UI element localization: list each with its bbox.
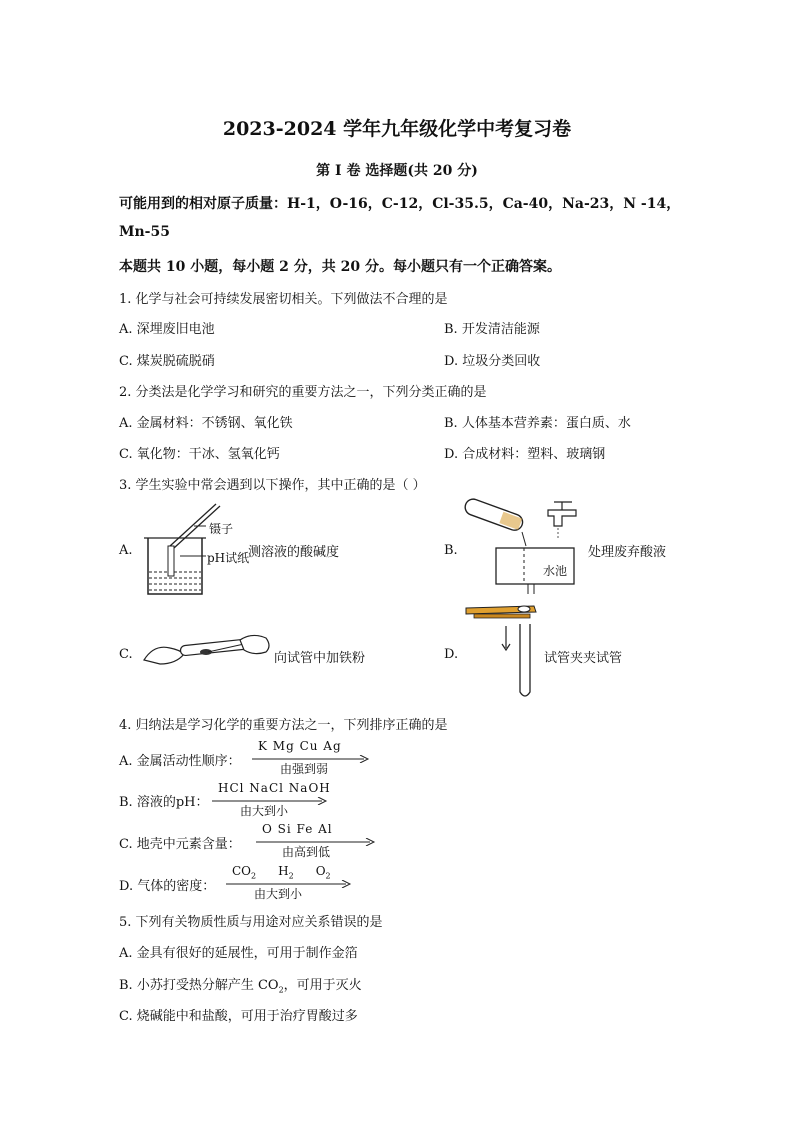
- test-tube-holder-diagram: [464, 602, 544, 702]
- q4-option-a-arrow: [252, 739, 372, 779]
- q4-d-formula-1: CO: [232, 864, 252, 878]
- q4-d-formula-1-sub: 2: [251, 871, 257, 881]
- q4-d-formula-3-sub: 2: [325, 871, 331, 881]
- acid-disposal-diagram: [462, 496, 592, 596]
- q1-option-a: A. 深埋废旧电池: [119, 322, 215, 337]
- tweezers-label: 镊子: [209, 522, 234, 536]
- q3-option-a-text: 测溶液的酸碱度: [248, 545, 340, 560]
- section-heading: 第 I 卷 选择题(共 20 分): [316, 163, 478, 179]
- q3-option-b-letter: B.: [444, 543, 458, 558]
- question-5-stem: 5. 下列有关物质性质与用途对应关系错误的是: [119, 915, 383, 930]
- q3-option-a-letter: A.: [119, 543, 133, 558]
- q5-option-c: C. 烧碱能中和盐酸，可用于治疗胃酸过多: [119, 1009, 358, 1024]
- q2-option-d: D. 合成材料：塑料、玻璃钢: [444, 447, 606, 462]
- atomic-mass-line-1: 可能用到的相对原子质量：H-1，O-16，C-12，Cl-35.5，Ca-40，Na-23，N -14，: [119, 196, 681, 212]
- page-title: 2023-2024 学年九年级化学中考复习卷: [222, 118, 572, 140]
- q5-option-b-post: ，可用于灭火: [283, 978, 362, 993]
- question-2-stem: 2. 分类法是化学学习和研究的重要方法之一，下列分类正确的是: [119, 385, 487, 400]
- q4-b-order: 由大到小: [240, 804, 289, 818]
- q4-d-order: 由大到小: [254, 887, 303, 901]
- q2-option-b: B. 人体基本营养素：蛋白质、水: [444, 416, 631, 431]
- question-3-stem: 3. 学生实验中常会遇到以下操作，其中正确的是（ ）: [119, 478, 426, 493]
- q4-d-formula-3: O: [315, 864, 326, 878]
- q4-c-sequence: O Si Fe Al: [262, 822, 333, 836]
- q4-option-a-label: A. 金属活动性顺序：: [119, 754, 241, 769]
- q3-option-d-letter: D.: [444, 647, 459, 662]
- sink-label: 水池: [543, 564, 568, 578]
- question-1-stem: 1. 化学与社会可持续发展密切相关。下列做法不合理的是: [119, 292, 448, 307]
- q2-option-c: C. 氧化物：干冰、氢氧化钙: [119, 447, 280, 462]
- q4-option-b-label: B. 溶液的pH：: [119, 795, 209, 810]
- instruction-text: 本题共 10 小题，每小题 2 分，共 20 分。每小题只有一个正确答案。: [119, 259, 561, 275]
- q4-option-c-label: C. 地壳中元素含量：: [119, 837, 241, 852]
- q4-option-d-arrow: [226, 864, 356, 904]
- question-4-stem: 4. 归纳法是学习化学的重要方法之一，下列排序正确的是: [119, 718, 448, 733]
- q1-option-c: C. 煤炭脱硫脱硝: [119, 354, 215, 369]
- q4-c-order: 由高到低: [282, 845, 331, 859]
- atomic-mass-line-2: Mn-55: [119, 224, 170, 240]
- q5-option-b-pre: B. 小苏打受热分解产生 CO: [119, 978, 279, 993]
- q4-option-b-arrow: [212, 781, 332, 821]
- q4-a-order: 由强到弱: [280, 762, 329, 776]
- q3-option-c-text: 向试管中加铁粉: [274, 651, 366, 666]
- q5-option-b: [119, 974, 362, 995]
- add-iron-powder-diagram: [140, 630, 274, 674]
- ph-test-beaker-diagram: [140, 498, 250, 598]
- q4-d-sequence: [232, 864, 331, 880]
- q2-option-a: A. 金属材料：不锈钢、氧化铁: [119, 416, 293, 431]
- q4-option-d-label: D. 气体的密度：: [119, 879, 216, 894]
- q5-option-b-sub: 2: [278, 985, 284, 995]
- q4-a-sequence: K Mg Cu Ag: [258, 739, 342, 753]
- q5-option-a: A. 金具有很好的延展性，可用于制作金箔: [119, 946, 358, 961]
- q1-option-d: D. 垃圾分类回收: [444, 354, 541, 369]
- q4-option-c-arrow: [256, 822, 380, 862]
- q3-option-c-letter: C.: [119, 647, 133, 662]
- q1-option-b: B. 开发清洁能源: [444, 322, 540, 337]
- q3-option-b-text: 处理废弃酸液: [588, 545, 667, 560]
- q4-b-sequence: HCl NaCl NaOH: [218, 781, 331, 795]
- q4-d-formula-2-sub: 2: [288, 871, 294, 881]
- q4-d-formula-2: H: [278, 864, 289, 878]
- q3-option-d-text: 试管夹夹试管: [544, 651, 623, 666]
- ph-paper-label: pH试纸: [207, 551, 250, 565]
